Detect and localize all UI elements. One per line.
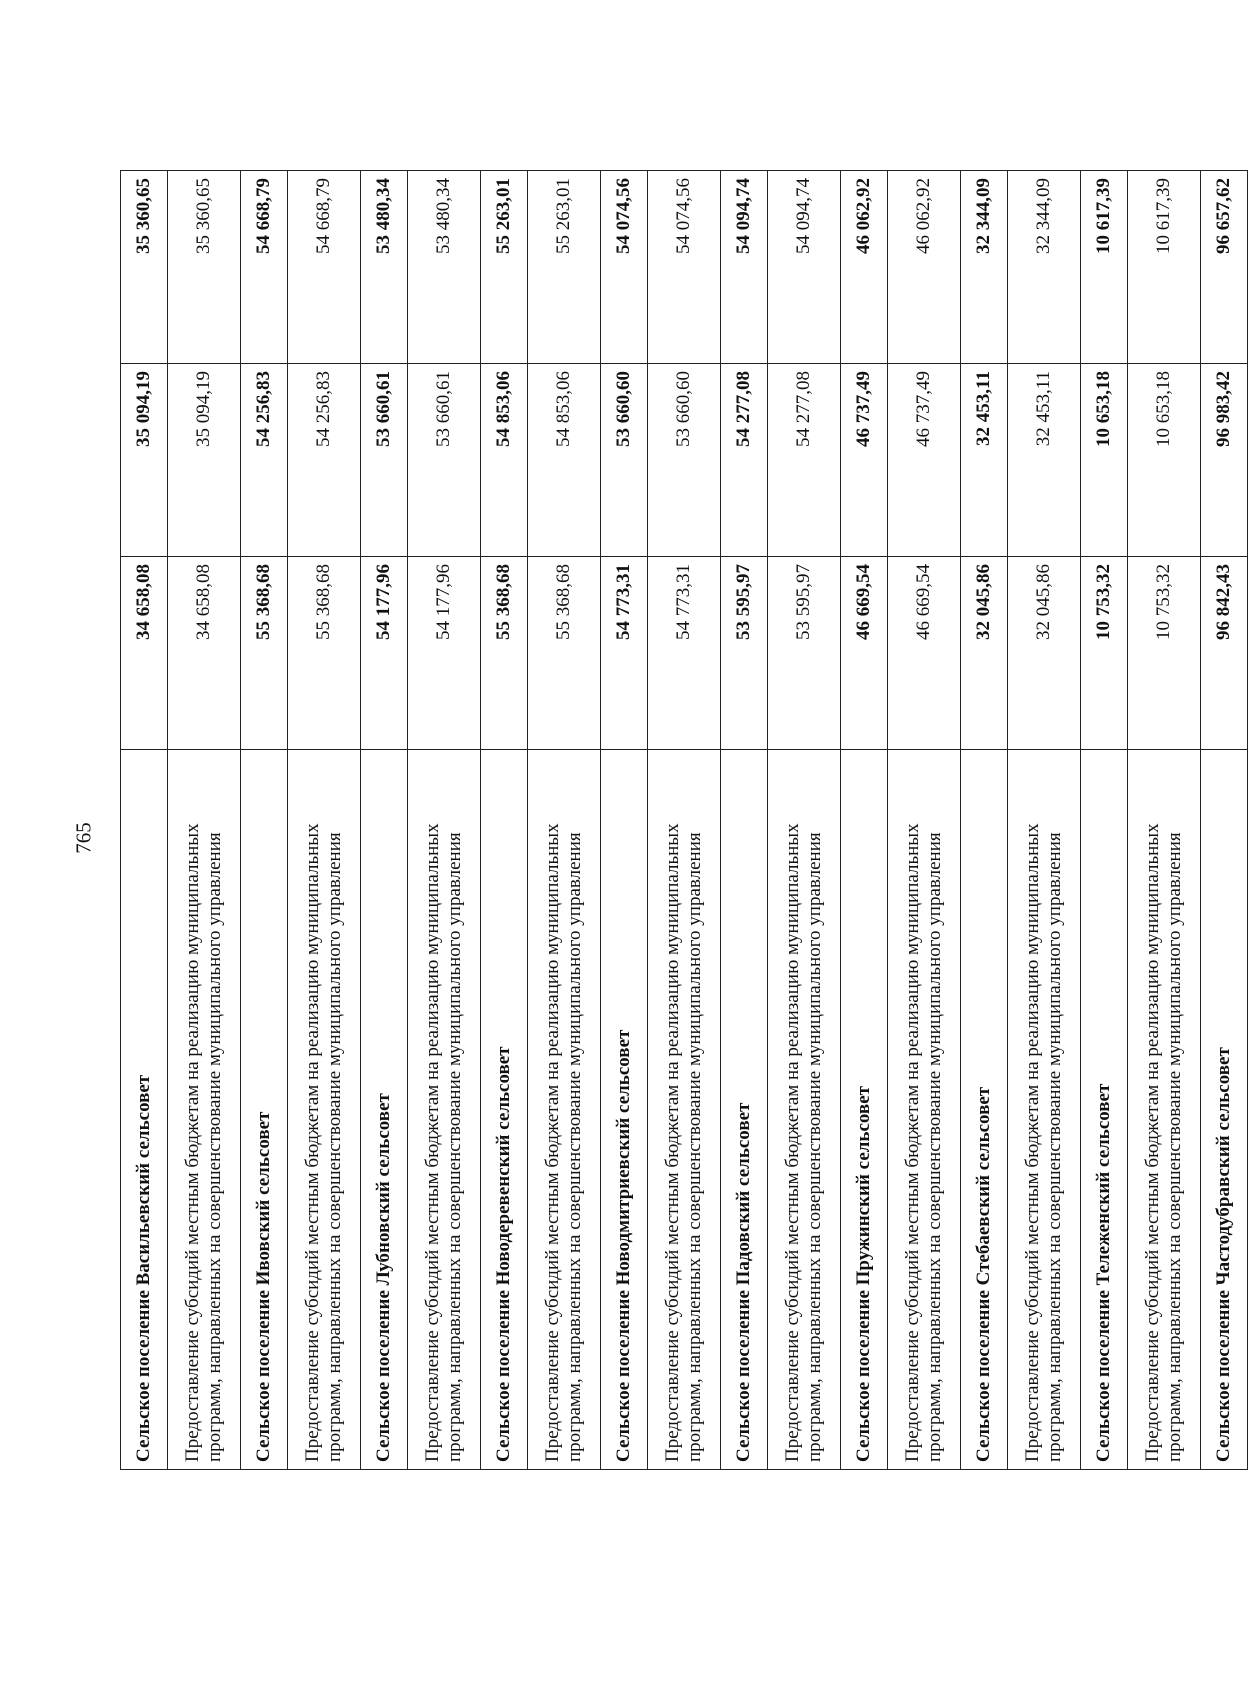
settlement-row xyxy=(481,171,528,1470)
value-cell-3: 54 668,79 xyxy=(288,171,361,364)
value-cell-2: 53 660,61 xyxy=(361,364,408,557)
page-number: 765 xyxy=(71,822,96,854)
row-name-cell: Сельское поселение Лубновский сельсовет xyxy=(361,750,408,1470)
value-cell-3: 35 360,65 xyxy=(121,171,168,364)
value-cell-1: 55 368,68 xyxy=(241,557,288,750)
row-name-cell: Сельское поселение Новодеревенский сельсовет xyxy=(481,750,528,1470)
row-name-cell: Предоставление субсидий местным бюджетам на реализацию муниципальных программ, направленных на совершенствование муниципального управления xyxy=(888,750,961,1470)
value-cell-1: 55 368,68 xyxy=(288,557,361,750)
row-name-cell: Предоставление субсидий местным бюджетам на реализацию муниципальных программ, направленных на совершенствование муниципального управления xyxy=(288,750,361,1470)
value-cell-3: 10 617,39 xyxy=(1128,171,1201,364)
subsidy-row xyxy=(1008,171,1081,1470)
value-cell-1: 53 595,97 xyxy=(721,557,768,750)
subsidy-row xyxy=(888,171,961,1470)
value-cell-2: 46 737,49 xyxy=(888,364,961,557)
settlement-row xyxy=(1081,171,1128,1470)
value-cell-3: 32 344,09 xyxy=(961,171,1008,364)
settlement-row xyxy=(841,171,888,1470)
value-cell-2: 54 853,06 xyxy=(481,364,528,557)
value-cell-2: 54 277,08 xyxy=(768,364,841,557)
value-cell-3: 55 263,01 xyxy=(528,171,601,364)
value-cell-2: 96 983,42 xyxy=(1201,364,1248,557)
value-cell-2: 54 256,83 xyxy=(288,364,361,557)
value-cell-3: 46 062,92 xyxy=(888,171,961,364)
row-name-cell: Предоставление субсидий местным бюджетам на реализацию муниципальных программ, направленных на совершенствование муниципального управления xyxy=(768,750,841,1470)
value-cell-3: 54 094,74 xyxy=(768,171,841,364)
row-name-cell: Сельское поселение Стебаевский сельсовет xyxy=(961,750,1008,1470)
settlement-row xyxy=(361,171,408,1470)
value-cell-3: 55 263,01 xyxy=(481,171,528,364)
value-cell-3: 10 617,39 xyxy=(1081,171,1128,364)
subsidy-row xyxy=(408,171,481,1470)
row-name-cell: Сельское поселение Падовский сельсовет xyxy=(721,750,768,1470)
value-cell-2: 53 660,60 xyxy=(601,364,648,557)
value-cell-1: 34 658,08 xyxy=(121,557,168,750)
subsidy-row xyxy=(648,171,721,1470)
value-cell-2: 53 660,60 xyxy=(648,364,721,557)
value-cell-2: 10 653,18 xyxy=(1128,364,1201,557)
row-name-cell: Предоставление субсидий местным бюджетам на реализацию муниципальных программ, направленных на совершенствование муниципального управления xyxy=(528,750,601,1470)
value-cell-1: 96 842,43 xyxy=(1201,557,1248,750)
row-name-cell: Предоставление субсидий местным бюджетам на реализацию муниципальных программ, направленных на совершенствование муниципального управления xyxy=(648,750,721,1470)
value-cell-2: 10 653,18 xyxy=(1081,364,1128,557)
value-cell-1: 54 773,31 xyxy=(601,557,648,750)
row-name-cell: Сельское поселение Пружинский сельсовет xyxy=(841,750,888,1470)
row-name-cell: Предоставление субсидий местным бюджетам на реализацию муниципальных программ, направленных на совершенствование муниципального управления xyxy=(1128,750,1201,1470)
value-cell-2: 53 660,61 xyxy=(408,364,481,557)
value-cell-3: 54 668,79 xyxy=(241,171,288,364)
value-cell-1: 32 045,86 xyxy=(961,557,1008,750)
value-cell-1: 54 177,96 xyxy=(361,557,408,750)
value-cell-1: 55 368,68 xyxy=(481,557,528,750)
value-cell-2: 35 094,19 xyxy=(121,364,168,557)
value-cell-1: 10 753,32 xyxy=(1081,557,1128,750)
settlement-row xyxy=(721,171,768,1470)
subsidy-row xyxy=(768,171,841,1470)
subsidy-row xyxy=(288,171,361,1470)
row-name-cell: Сельское поселение Васильевский сельсовет xyxy=(121,750,168,1470)
value-cell-2: 54 277,08 xyxy=(721,364,768,557)
value-cell-2: 35 094,19 xyxy=(168,364,241,557)
value-cell-3: 35 360,65 xyxy=(168,171,241,364)
settlement-row xyxy=(961,171,1008,1470)
value-cell-1: 46 669,54 xyxy=(841,557,888,750)
settlement-row xyxy=(121,171,168,1470)
value-cell-2: 46 737,49 xyxy=(841,364,888,557)
value-cell-3: 32 344,09 xyxy=(1008,171,1081,364)
row-name-cell: Сельское поселение Частодубравский сельсовет xyxy=(1201,750,1248,1470)
value-cell-3: 54 074,56 xyxy=(601,171,648,364)
value-cell-1: 54 177,96 xyxy=(408,557,481,750)
row-name-cell: Предоставление субсидий местным бюджетам на реализацию муниципальных программ, направленных на совершенствование муниципального управления xyxy=(168,750,241,1470)
value-cell-3: 54 074,56 xyxy=(648,171,721,364)
subsidy-row xyxy=(528,171,601,1470)
value-cell-1: 46 669,54 xyxy=(888,557,961,750)
value-cell-3: 53 480,34 xyxy=(408,171,481,364)
value-cell-1: 34 658,08 xyxy=(168,557,241,750)
value-cell-2: 54 256,83 xyxy=(241,364,288,557)
value-cell-2: 32 453,11 xyxy=(961,364,1008,557)
settlement-row xyxy=(241,171,288,1470)
budget-table xyxy=(120,170,1248,1470)
row-name-cell: Сельское поселение Новодмитриевский сельсовет xyxy=(601,750,648,1470)
value-cell-2: 54 853,06 xyxy=(528,364,601,557)
settlement-row xyxy=(1201,171,1248,1470)
value-cell-3: 54 094,74 xyxy=(721,171,768,364)
value-cell-1: 53 595,97 xyxy=(768,557,841,750)
rotated-table-wrapper xyxy=(120,170,1234,1470)
value-cell-1: 10 753,32 xyxy=(1128,557,1201,750)
row-name-cell: Предоставление субсидий местным бюджетам на реализацию муниципальных программ, направленных на совершенствование муниципального управления xyxy=(408,750,481,1470)
subsidy-row xyxy=(168,171,241,1470)
row-name-cell: Сельское поселение Ивовский сельсовет xyxy=(241,750,288,1470)
value-cell-3: 46 062,92 xyxy=(841,171,888,364)
value-cell-3: 53 480,34 xyxy=(361,171,408,364)
value-cell-1: 54 773,31 xyxy=(648,557,721,750)
value-cell-1: 55 368,68 xyxy=(528,557,601,750)
budget-table-body xyxy=(121,171,1248,1470)
value-cell-3: 96 657,62 xyxy=(1201,171,1248,364)
value-cell-2: 32 453,11 xyxy=(1008,364,1081,557)
value-cell-1: 32 045,86 xyxy=(1008,557,1081,750)
settlement-row xyxy=(601,171,648,1470)
row-name-cell: Сельское поселение Тележенский сельсовет xyxy=(1081,750,1128,1470)
subsidy-row xyxy=(1128,171,1201,1470)
row-name-cell: Предоставление субсидий местным бюджетам на реализацию муниципальных программ, направленных на совершенствование муниципального управления xyxy=(1008,750,1081,1470)
